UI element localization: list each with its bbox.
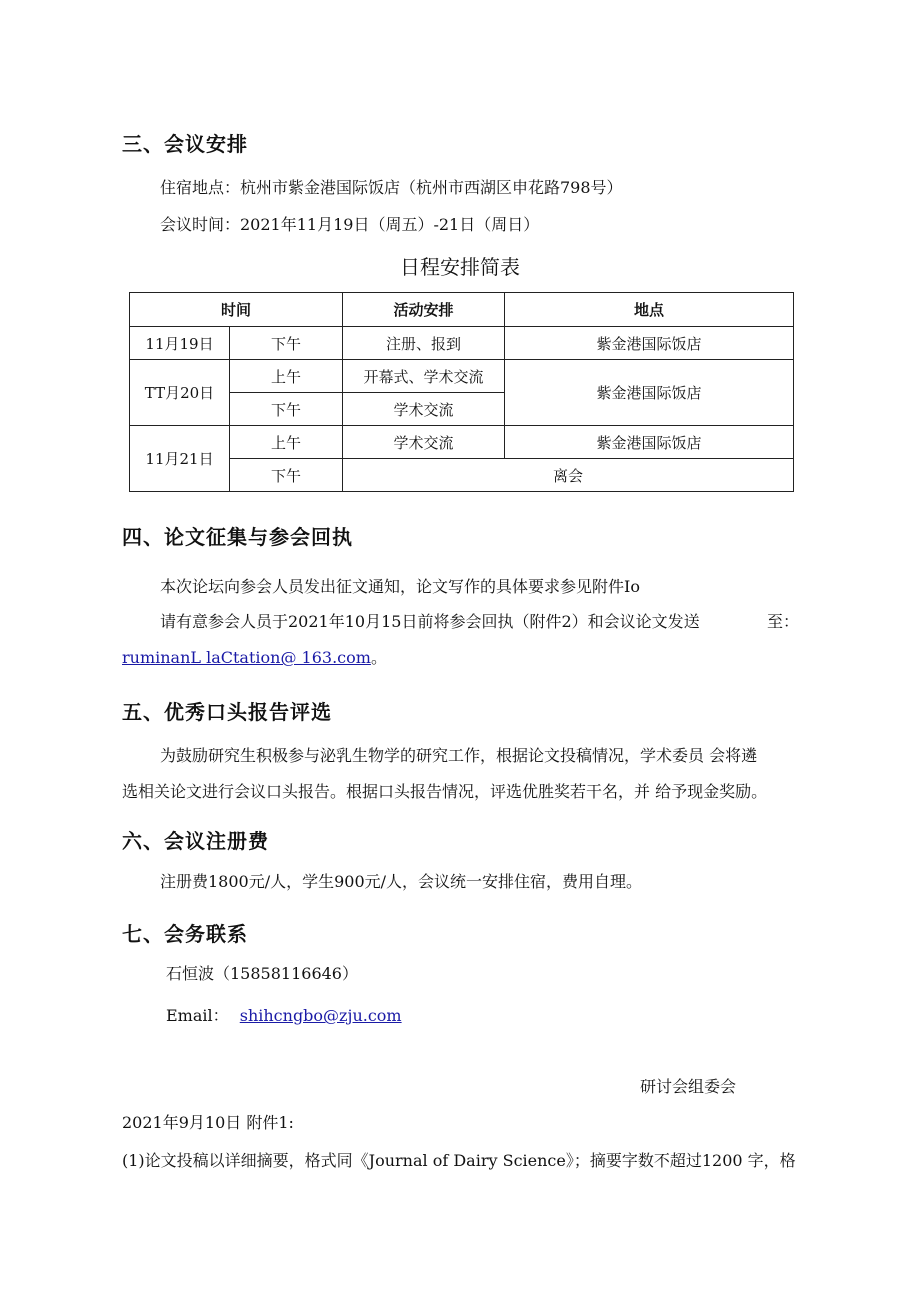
date-and-attachment: 2021年9月10日 附件1: [122, 1113, 294, 1132]
section7-heading: 七、会务联系 [122, 922, 248, 946]
date-cell: 11月19日 [130, 327, 230, 360]
activity-cell: 离会 [343, 459, 794, 492]
period-cell: 上午 [230, 426, 343, 459]
registration-fee-text: 注册费1800元/人，学生900元/人，会议统一安排住宿，费用自理。 [160, 872, 643, 891]
section6-heading: 六、会议注册费 [122, 829, 269, 853]
organizer-signature: 研讨会组委会 [640, 1077, 737, 1096]
contact-email-link[interactable]: shihcngbo@zju.com [239, 1006, 402, 1025]
contact-email-line [166, 1003, 402, 1026]
header-time: 时间 [130, 293, 343, 327]
schedule-table [129, 292, 794, 492]
activity-cell: 开幕式、学术交流 [343, 360, 505, 393]
submission-text-tail: 至： [767, 612, 800, 631]
section3-heading: 三、会议安排 [122, 132, 248, 156]
email-suffix: 。 [370, 648, 387, 667]
contact-person: 石恒波（15858116646） [166, 964, 358, 983]
activity-cell: 学术交流 [343, 393, 505, 426]
place-cell: 紫金港国际饭店 [505, 327, 794, 360]
attachment-note: (1)论文投稿以详细摘要，格式同《Journal of Dairy Science》；摘要字数不超过1200 字，格 [122, 1151, 796, 1170]
period-cell: 下午 [230, 327, 343, 360]
section5-heading: 五、优秀口头报告评选 [122, 700, 332, 724]
period-cell: 上午 [230, 360, 343, 393]
schedule-title: 日程安排简表 [400, 255, 520, 279]
meeting-time-text: 会议时间：2021年11月19日（周五）-21日（周日） [160, 215, 540, 234]
place-cell: 紫金港国际饭店 [505, 426, 794, 459]
period-cell: 下午 [230, 459, 343, 492]
period-cell: 下午 [230, 393, 343, 426]
activity-cell: 注册、报到 [343, 327, 505, 360]
header-place: 地点 [505, 293, 794, 327]
activity-cell: 学术交流 [343, 426, 505, 459]
section4-heading: 四、论文征集与参会回执 [122, 525, 353, 549]
place-cell: 紫金港国际饭店 [505, 360, 794, 426]
header-activity: 活动安排 [343, 293, 505, 327]
date-cell: TT月20日 [130, 360, 230, 426]
date-cell: 11月21日 [130, 426, 230, 492]
call-for-papers-text: 本次论坛向参会人员发出征文通知，论文写作的具体要求参见附件Io [160, 577, 640, 596]
email-label: Email： [166, 1006, 229, 1025]
submission-email-line [122, 645, 387, 668]
lodging-text: 住宿地点：杭州市紫金港国际饭店（杭州市西湖区申花路798号） [160, 178, 623, 197]
award-text-line1: 为鼓励研究生积极参与泌乳生物学的研究工作，根据论文投稿情况，学术委员 会将遴 [160, 746, 758, 765]
submission-email-link[interactable]: ruminanL laCtation@ 163.com [122, 648, 371, 667]
submission-text: 请有意参会人员于2021年10月15日前将参会回执（附件2）和会议论文发送 [160, 612, 700, 631]
award-text-line2: 选相关论文进行会议口头报告。根据口头报告情况，评选优胜奖若干名，并 给予现金奖励。 [122, 782, 768, 801]
